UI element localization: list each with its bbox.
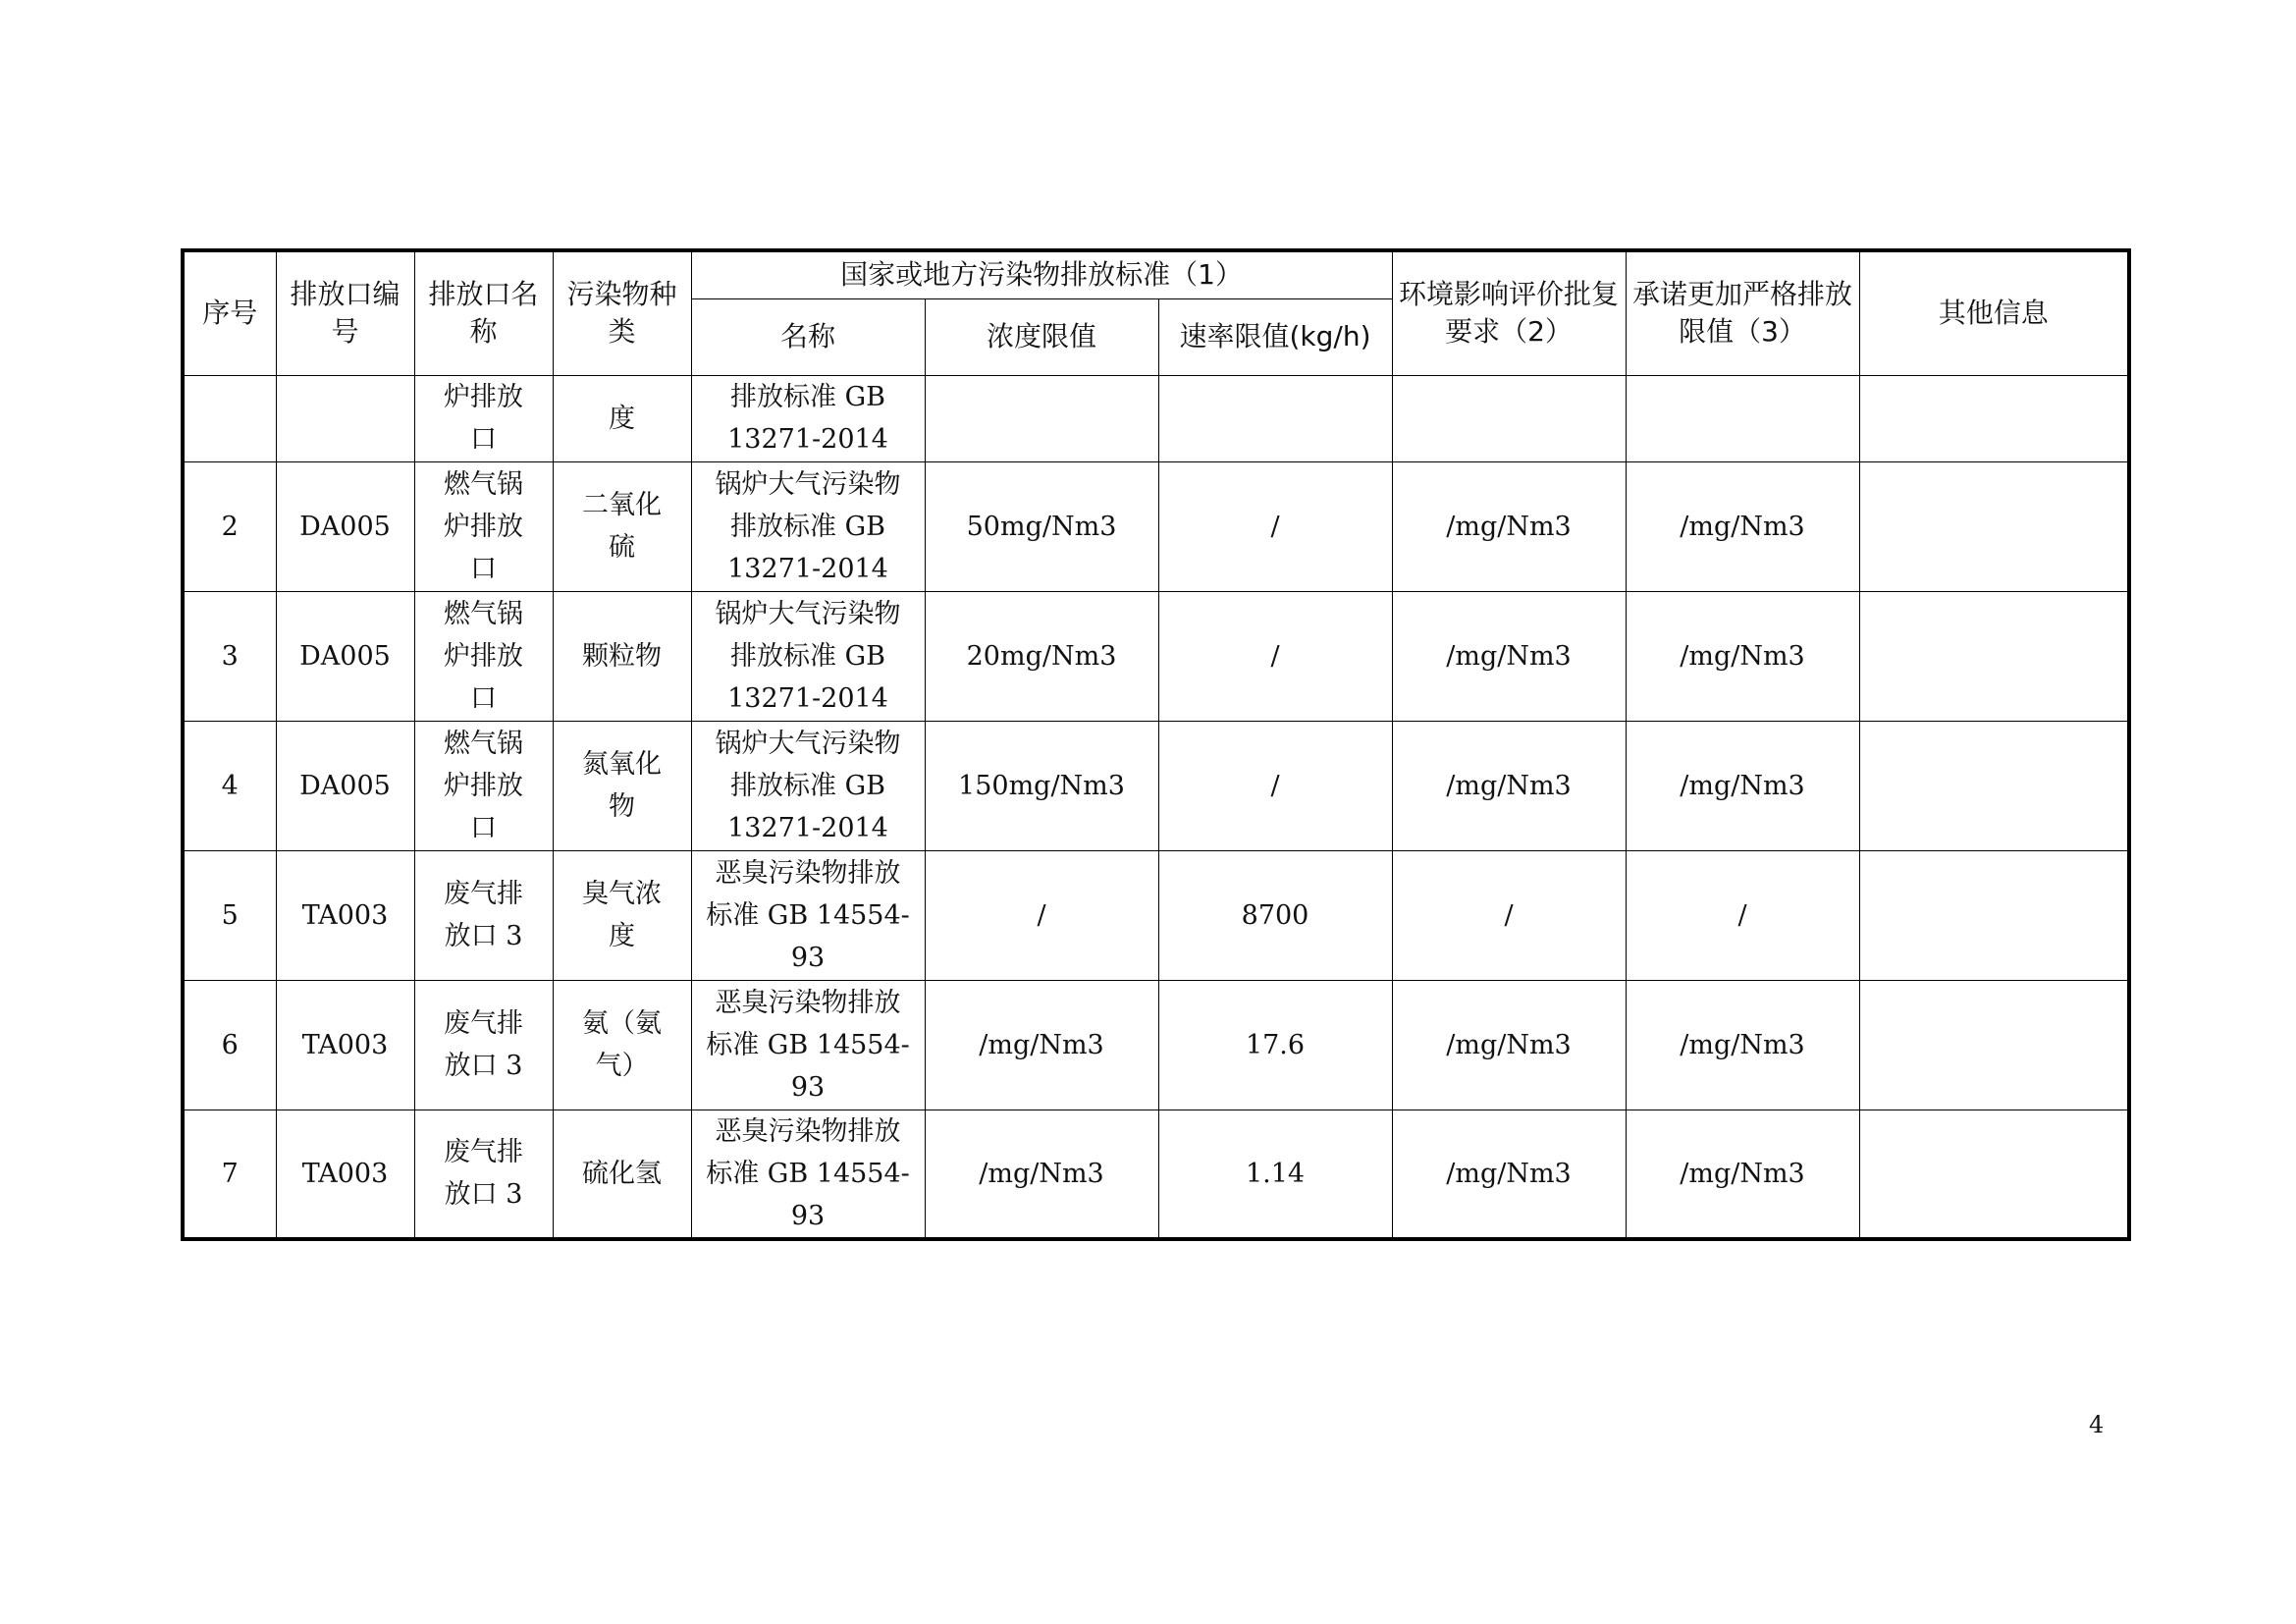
cell-eia: /mg/Nm3 <box>1392 461 1626 591</box>
header-outlet-name: 排放口名 称 <box>414 250 553 375</box>
cell-seq: 7 <box>183 1110 276 1239</box>
cell-pollutant: 氨（氨 气） <box>553 980 691 1110</box>
cell-conc-limit: 50mg/Nm3 <box>925 461 1158 591</box>
cell-rate-limit: 17.6 <box>1158 980 1392 1110</box>
cell-eia <box>1392 375 1626 461</box>
header-stricter: 承诺更加严格排放 限值（3） <box>1626 250 1859 375</box>
cell-eia: /mg/Nm3 <box>1392 980 1626 1110</box>
cell-rate-limit: / <box>1158 461 1392 591</box>
cell-stricter: /mg/Nm3 <box>1626 461 1859 591</box>
cell-rate-limit <box>1158 375 1392 461</box>
cell-outlet-id: TA003 <box>276 1110 414 1239</box>
table-row <box>183 591 2129 721</box>
cell-outlet-name: 废气排 放口 3 <box>414 850 553 980</box>
cell-pollutant: 臭气浓 度 <box>553 850 691 980</box>
cell-pollutant: 度 <box>553 375 691 461</box>
cell-conc-limit: /mg/Nm3 <box>925 1110 1158 1239</box>
cell-other <box>1859 850 2129 980</box>
table-body <box>183 375 2129 1239</box>
cell-pollutant: 硫化氢 <box>553 1110 691 1239</box>
table-row <box>183 461 2129 591</box>
cell-stricter: /mg/Nm3 <box>1626 980 1859 1110</box>
cell-std-name: 排放标准 GB 13271-2014 <box>691 375 925 461</box>
cell-seq: 4 <box>183 721 276 850</box>
cell-outlet-id: DA005 <box>276 591 414 721</box>
cell-outlet-name: 炉排放 口 <box>414 375 553 461</box>
header-eia: 环境影响评价批复 要求（2） <box>1392 250 1626 375</box>
emission-standards-table <box>181 248 2131 1241</box>
cell-stricter: / <box>1626 850 1859 980</box>
table-row <box>183 850 2129 980</box>
header-conc-limit: 浓度限值 <box>925 298 1158 375</box>
table-row <box>183 721 2129 850</box>
cell-stricter <box>1626 375 1859 461</box>
cell-std-name: 锅炉大气污染物 排放标准 GB 13271-2014 <box>691 591 925 721</box>
cell-eia: /mg/Nm3 <box>1392 1110 1626 1239</box>
cell-std-name: 锅炉大气污染物 排放标准 GB 13271-2014 <box>691 721 925 850</box>
cell-pollutant: 二氧化 硫 <box>553 461 691 591</box>
cell-seq: 5 <box>183 850 276 980</box>
cell-other <box>1859 375 2129 461</box>
cell-std-name: 恶臭污染物排放 标准 GB 14554- 93 <box>691 980 925 1110</box>
cell-outlet-id: TA003 <box>276 850 414 980</box>
table-row <box>183 1110 2129 1239</box>
cell-rate-limit: 1.14 <box>1158 1110 1392 1239</box>
cell-seq: 3 <box>183 591 276 721</box>
cell-std-name: 锅炉大气污染物 排放标准 GB 13271-2014 <box>691 461 925 591</box>
cell-outlet-id: DA005 <box>276 461 414 591</box>
cell-conc-limit: 150mg/Nm3 <box>925 721 1158 850</box>
table-row <box>183 980 2129 1110</box>
cell-pollutant: 颗粒物 <box>553 591 691 721</box>
cell-rate-limit: 8700 <box>1158 850 1392 980</box>
cell-outlet-id: TA003 <box>276 980 414 1110</box>
cell-other <box>1859 461 2129 591</box>
cell-conc-limit <box>925 375 1158 461</box>
cell-other <box>1859 591 2129 721</box>
cell-stricter: /mg/Nm3 <box>1626 1110 1859 1239</box>
cell-outlet-name: 燃气锅 炉排放 口 <box>414 461 553 591</box>
cell-outlet-id <box>276 375 414 461</box>
cell-seq <box>183 375 276 461</box>
cell-std-name: 恶臭污染物排放 标准 GB 14554- 93 <box>691 850 925 980</box>
cell-rate-limit: / <box>1158 591 1392 721</box>
cell-outlet-name: 燃气锅 炉排放 口 <box>414 721 553 850</box>
cell-eia: / <box>1392 850 1626 980</box>
header-pollutant: 污染物种 类 <box>553 250 691 375</box>
header-rate-limit: 速率限值(kg/h) <box>1158 298 1392 375</box>
header-outlet-id: 排放口编 号 <box>276 250 414 375</box>
cell-std-name: 恶臭污染物排放 标准 GB 14554- 93 <box>691 1110 925 1239</box>
cell-stricter: /mg/Nm3 <box>1626 721 1859 850</box>
header-row-1 <box>183 250 2129 298</box>
cell-conc-limit: /mg/Nm3 <box>925 980 1158 1110</box>
cell-stricter: /mg/Nm3 <box>1626 591 1859 721</box>
cell-outlet-name: 废气排 放口 3 <box>414 980 553 1110</box>
cell-outlet-id: DA005 <box>276 721 414 850</box>
header-std-name: 名称 <box>691 298 925 375</box>
cell-other <box>1859 721 2129 850</box>
cell-rate-limit: / <box>1158 721 1392 850</box>
cell-pollutant: 氮氧化 物 <box>553 721 691 850</box>
cell-eia: /mg/Nm3 <box>1392 591 1626 721</box>
header-standard-group: 国家或地方污染物排放标准（1） <box>691 250 1392 298</box>
table-row <box>183 375 2129 461</box>
cell-other <box>1859 1110 2129 1239</box>
cell-other <box>1859 980 2129 1110</box>
header-seq: 序号 <box>183 250 276 375</box>
cell-conc-limit: 20mg/Nm3 <box>925 591 1158 721</box>
cell-seq: 2 <box>183 461 276 591</box>
table-header <box>183 250 2129 375</box>
cell-outlet-name: 燃气锅 炉排放 口 <box>414 591 553 721</box>
page-number: 4 <box>2089 1411 2105 1438</box>
cell-eia: /mg/Nm3 <box>1392 721 1626 850</box>
cell-conc-limit: / <box>925 850 1158 980</box>
cell-outlet-name: 废气排 放口 3 <box>414 1110 553 1239</box>
cell-seq: 6 <box>183 980 276 1110</box>
header-other: 其他信息 <box>1859 250 2129 375</box>
